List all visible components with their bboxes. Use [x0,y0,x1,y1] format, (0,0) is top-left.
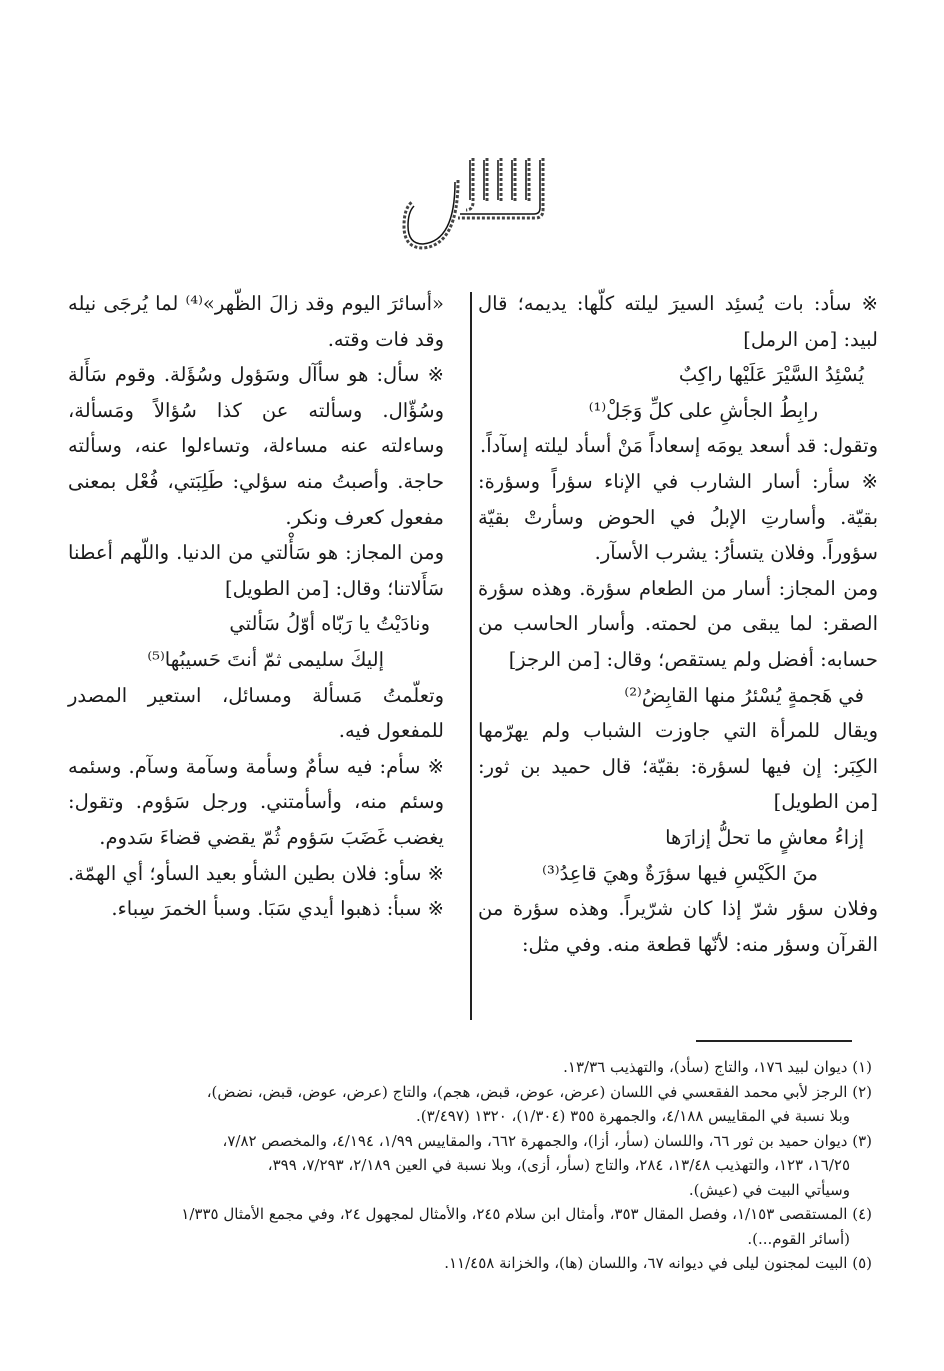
right-column [478,286,878,962]
entry-saar-cont: ويقال للمرأة التي جاوزت الشباب ولم يهرّمها الكِبَر: إن فيها لسؤرة: بقيّة؛ قال حميد بن ثور: [من الطويل] [478,719,878,814]
entry-saal-cont: وتعلّمتُ مَسألة ومسائل، استعير المصدر للمفعول فيه. [68,683,444,743]
footnote-3-end: وسيأتي البيت في (عيش). [688,1180,850,1199]
footnote-4-cont: (أسائر القوم...). [747,1229,850,1248]
poem-verse-4a: ونادَيْتُ يا رَبّاه أوّلُ سَألتي [229,612,430,636]
poem-verse-1b: رابِطُ الجأشِ على كلِّ وَجَلْ⁽¹⁾ [588,398,818,422]
footnote-2: (٢) الرجز لأبي محمد الفقعسي في اللسان (عرض، عوض، قبض، هجم)، والتاج (عرض، عوض، قبض، نضض)، [206,1082,872,1101]
footnote-4: (٤) المستقصى ١/١٥٣، وفصل المقال ٣٥٣، وأمثال ابن سلام ٢٤٥، والأمثال لمجهول ٢٤، وفي مجمع الأمثال ١/٣٣٥ [181,1205,872,1223]
entry-saad: ※ سأد: بات يُسئِد السيرَ ليلته كلّها: يديمه؛ قال لبيد: [من الرمل] [478,292,878,351]
entry-saad-cont: وتقول: قد أسعد يومَه إسعاداً مَنْ أسأد ليلته إسآداً. [480,434,878,458]
footnote-5: (٥) البيت لمجنون ليلى في ديوانه ٦٧، واللسان (ها)، والخزانة ١١/٤٥٨. [444,1254,872,1272]
poem-verse-1a: يُسْئِدُ السَّيْرَ عَلَيْها راكِبٌ [678,363,864,387]
column-divider [470,292,472,1020]
footnote-separator [696,1040,852,1042]
poem-verse-3a: إزاءُ معاشٍ ما تحلُّ إزارَها [665,825,864,849]
entry-saar: ※ سأر: أسار الشارب في الإناء سؤراً وسؤرة: بقيّة. وأسارتِ الإبلُ في الحوض وسأرتْ بقيّة سؤوراً. وفلان يتسأرُ: يشرب الأسآر. [478,469,878,565]
footnote-3-cont: ١٦/٢٥، ١٢٣، والتهذيب ١٣/٤٨، ٢٨٤، والتاج (سأر، أزى)، وبلا نسبة في العين ٢/١٨٩، ٧/٢٩٣، ٣٩٩، [267,1156,850,1174]
entry-saw: ※ سأو: فلان بطين الشأو بعيد السأو؛ أي الهمّة. [68,861,444,885]
poem-verse-3b: منَ الكَيْسِ فيها سؤرَةٌ وهيَ قاعِدُ⁽³⁾ [542,861,818,885]
section-letter-label: سين [598,350,600,351]
entry-saba: ※ سبأ: ذهبوا أيدي سَبَا. وسبأ الخمرَ سِباء. [111,897,444,921]
footnote-1: (١) ديوان لبيد ١٧٦، والتاج (سأد)، والتهذيب ١٣/٣٦. [563,1058,872,1076]
entry-saal: ※ سأل: هو سأآل وسَؤول وسُؤَلة. وقوم سَأَلة وسُؤّال. وسألته عن كذا سُؤالاً ومَسألة، وساءلته عنه مساءلة، وتساءلوا عنه، وسألته حاجة. وأصبتُ منه سؤلي: طَلِبَتي، فُعْل بمعنى مفعول كعرف ونكر. [68,363,444,529]
footnote-2-cont: وبلا نسبة في المقاييس ٤/١٨٨، والجمهرة ٣٥٥ (١/٣٠٤)، ١٣٢٠ (٣/٤٩٧). [416,1107,850,1125]
entry-saar-majaz: ومن المجاز: أسار من الطعام سؤرة. وهذه سؤرة الصقر: لما يبقى من لحمته. وأسار الحاسب من حسابه: أفضل ولم يستقص؛ وقال: [من الرجز] [478,576,878,671]
poem-verse-2: في هَجمةٍ يُسْئرُ منها القابِضُ⁽²⁾ [624,683,864,707]
poem-verse-4b: إليكَ سليمى ثمّ أنتَ حَسيبُها⁽⁵⁾ [147,647,384,671]
footnotes [68,1055,872,1276]
entry-saal-majaz: ومن المجاز: هو سَأْلتي من الدنيا. واللّهم أعطنا سَأَلاتنا؛ وقال: [من الطويل] [68,541,444,600]
proverb-line: «أسائرَ اليوم وقد زالَ الظّهر»⁽⁴⁾ لما يُرجَى نيله وقد فات وقته. [68,292,444,351]
section-letter-ornament [398,150,600,351]
entry-saam: ※ سأم: فيه سأمٌ وسأمة وسآمة وسآم. وسئمه وسئم منه، وأسأمتني. ورجل سَؤوم. وتقول: يغضب غَضَبَ سَؤوم ثُمّ يقضي قضاءَ سَدوم. [68,754,444,849]
footnote-3: (٣) ديوان حميد بن ثور ٦٦، واللسان (سأر، أزا)، والجمهرة ٦٦٢، والمقاييس ١/٩٩، ٤/١٩٤، والمخصص ٧/٨٢، [222,1131,872,1150]
left-column [68,286,444,927]
entry-saar-end: وفلان سؤر شرّ إذا كان شرّيراً. وهذه سؤرة من القرآن وسؤر منه: لأنّها قطعة منه. وفي مثل: [478,897,878,956]
